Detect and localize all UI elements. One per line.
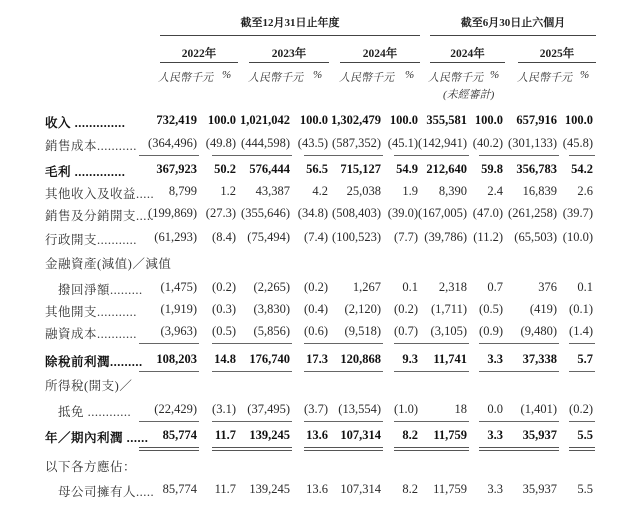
percent-cell: (11.2) — [473, 230, 503, 244]
percent-cell: (0.9) — [479, 324, 503, 338]
percent-cell: (3.7) — [304, 402, 328, 416]
amount-cell: (75,494) — [247, 230, 290, 244]
amount-cell: (61,293) — [154, 230, 197, 244]
header-rule-h1 — [430, 35, 596, 36]
percent-cell: (0.3) — [212, 302, 236, 316]
percent-cell: 11.7 — [214, 482, 236, 496]
row-label: 所得稅(開支)／ — [45, 379, 133, 393]
percent-cell: (39.0) — [387, 206, 418, 220]
row-label: 毛利 .............. — [45, 165, 126, 179]
amount-cell: 355,581 — [426, 113, 467, 127]
year-rule — [340, 62, 420, 63]
amount-cell: (13,554) — [338, 402, 381, 416]
amount-cell: 212,640 — [426, 162, 467, 176]
percent-cell: (34.8) — [297, 206, 328, 220]
percent-cell: 0.7 — [487, 280, 503, 294]
row-label: 銷售成本........... — [45, 139, 137, 153]
single-underline — [323, 371, 383, 372]
percent-cell: 5.7 — [577, 352, 593, 366]
row-label: 以下各方應佔： — [45, 460, 137, 474]
year-rule — [160, 62, 238, 63]
percent-cell: (0.2) — [569, 402, 593, 416]
amount-cell: 657,916 — [516, 113, 557, 127]
percent-cell: 1.9 — [402, 184, 418, 198]
amount-cell: (22,429) — [154, 402, 197, 416]
amount-cell: (1,401) — [520, 402, 557, 416]
percent-cell: 59.8 — [481, 162, 503, 176]
percent-cell: 100.0 — [474, 113, 503, 127]
single-underline — [323, 155, 383, 156]
amount-cell: (100,523) — [332, 230, 381, 244]
row-label: 其他開支........... — [45, 305, 137, 319]
single-underline — [569, 343, 595, 344]
percent-cell: 2.4 — [487, 184, 503, 198]
amount-cell: (419) — [529, 302, 557, 316]
unit-pct: % — [580, 69, 590, 81]
amount-cell: (355,646) — [241, 206, 290, 220]
amount-cell: 576,444 — [249, 162, 290, 176]
amount-cell: (3,830) — [253, 302, 290, 316]
amount-cell: 367,923 — [156, 162, 197, 176]
amount-cell: 1,267 — [352, 280, 381, 294]
year-rule — [249, 62, 329, 63]
single-underline — [139, 421, 199, 422]
percent-cell: (0.4) — [304, 302, 328, 316]
single-underline — [409, 343, 469, 344]
row-label: 撥回淨額......... — [58, 283, 143, 297]
year-2022: 2022年 — [181, 48, 217, 60]
unit-amount: 人民幣千元 — [158, 72, 213, 84]
amount-cell: 11,759 — [433, 428, 467, 442]
single-underline — [499, 421, 559, 422]
amount-cell: 85,774 — [162, 428, 197, 442]
single-underline — [139, 343, 199, 344]
amount-cell: 376 — [538, 280, 557, 294]
unit-pct: % — [405, 69, 415, 81]
amount-cell: 107,314 — [340, 428, 381, 442]
single-underline — [569, 155, 595, 156]
amount-cell: (142,941) — [418, 136, 467, 150]
percent-cell: (45.8) — [562, 136, 593, 150]
row-label: 銷售及分銷開支..... — [45, 209, 155, 223]
single-underline — [409, 421, 469, 422]
percent-cell: (39.7) — [562, 206, 593, 220]
percent-cell: 100.0 — [207, 113, 236, 127]
header-six-months-group: 截至6月30日止六個月 — [460, 17, 566, 29]
single-underline — [139, 155, 199, 156]
percent-cell: 13.6 — [306, 482, 328, 496]
single-underline — [232, 155, 292, 156]
percent-cell: 56.5 — [306, 162, 328, 176]
row-label: 年／期內利潤 ...... — [45, 431, 149, 445]
percent-cell: 54.9 — [396, 162, 418, 176]
unit-amount: 人民幣千元 — [428, 72, 483, 84]
percent-cell: 54.2 — [571, 162, 593, 176]
percent-cell: (45.1) — [387, 136, 418, 150]
year-2024: 2024年 — [362, 48, 398, 60]
double-underline — [232, 447, 292, 451]
percent-cell: (7.7) — [394, 230, 418, 244]
amount-cell: 35,937 — [522, 428, 557, 442]
amount-cell: 1,302,479 — [331, 113, 381, 127]
unaudited-note: (未經審計) — [443, 89, 495, 101]
single-underline — [232, 343, 292, 344]
percent-cell: 0.0 — [487, 402, 503, 416]
percent-cell: (0.1) — [569, 302, 593, 316]
double-underline — [139, 447, 199, 451]
single-underline — [139, 371, 199, 372]
double-underline — [409, 447, 469, 451]
year-2023: 2023年 — [271, 48, 307, 60]
percent-cell: 4.2 — [312, 184, 328, 198]
percent-cell: 8.2 — [402, 428, 418, 442]
percent-cell: 50.2 — [214, 162, 236, 176]
row-label: 融資成本........... — [45, 327, 137, 341]
year-rule — [430, 62, 505, 63]
percent-cell: 8.2 — [402, 482, 418, 496]
unit-pct: % — [222, 69, 232, 81]
amount-cell: (1,475) — [160, 280, 197, 294]
amount-cell: 1,021,042 — [240, 113, 290, 127]
amount-cell: (1,711) — [431, 302, 467, 316]
amount-cell: (5,856) — [253, 324, 290, 338]
percent-cell: 3.3 — [487, 428, 503, 442]
percent-cell: (0.7) — [394, 324, 418, 338]
amount-cell: 43,387 — [255, 184, 290, 198]
year-h1-2024: 2024年 — [450, 48, 485, 60]
single-underline — [323, 421, 383, 422]
amount-cell: 139,245 — [249, 428, 290, 442]
single-underline — [569, 371, 595, 372]
percent-cell: (10.0) — [562, 230, 593, 244]
amount-cell: (3,963) — [160, 324, 197, 338]
percent-cell: (3.1) — [212, 402, 236, 416]
header-rule-fy — [160, 35, 420, 36]
amount-cell: 37,338 — [522, 352, 557, 366]
amount-cell: (2,265) — [253, 280, 290, 294]
percent-cell: 9.3 — [402, 352, 418, 366]
amount-cell: (587,352) — [332, 136, 381, 150]
single-underline — [499, 371, 559, 372]
amount-cell: 2,318 — [438, 280, 467, 294]
double-underline — [569, 447, 595, 451]
single-underline — [499, 155, 559, 156]
percent-cell: 100.0 — [299, 113, 328, 127]
unit-amount: 人民幣千元 — [248, 72, 303, 84]
amount-cell: 25,038 — [346, 184, 381, 198]
percent-cell: 1.2 — [220, 184, 236, 198]
unit-pct: % — [313, 69, 323, 81]
percent-cell: 3.3 — [487, 352, 503, 366]
amount-cell: 8,799 — [168, 184, 197, 198]
percent-cell: (0.5) — [479, 302, 503, 316]
percent-cell: 5.5 — [577, 482, 593, 496]
amount-cell: (9,480) — [520, 324, 557, 338]
percent-cell: (0.2) — [394, 302, 418, 316]
percent-cell: (0.5) — [212, 324, 236, 338]
amount-cell: (3,105) — [430, 324, 467, 338]
header-fiscal-year-group: 截至12月31日止年度 — [240, 17, 340, 29]
percent-cell: 17.3 — [306, 352, 328, 366]
percent-cell: 3.3 — [487, 482, 503, 496]
unit-amount: 人民幣千元 — [339, 72, 394, 84]
single-underline — [499, 343, 559, 344]
amount-cell: 35,937 — [522, 482, 557, 496]
percent-cell: (0.6) — [304, 324, 328, 338]
row-label: 除稅前利潤......... — [45, 355, 143, 369]
percent-cell: (0.2) — [212, 280, 236, 294]
row-label: 行政開支........... — [45, 233, 137, 247]
percent-cell: 5.5 — [577, 428, 593, 442]
amount-cell: 85,774 — [162, 482, 197, 496]
row-label: 其他收入及收益..... — [45, 187, 155, 201]
percent-cell: (40.2) — [472, 136, 503, 150]
year-rule — [518, 62, 596, 63]
row-label: 金融資產(減值)／減值 — [45, 257, 172, 271]
amount-cell: 11,741 — [433, 352, 467, 366]
amount-cell: 732,419 — [156, 113, 197, 127]
single-underline — [232, 421, 292, 422]
percent-cell: (47.0) — [472, 206, 503, 220]
double-underline — [499, 447, 559, 451]
percent-cell: (1.4) — [569, 324, 593, 338]
unit-pct: % — [490, 69, 500, 81]
single-underline — [569, 421, 595, 422]
amount-cell: 16,839 — [522, 184, 557, 198]
amount-cell: 8,390 — [438, 184, 467, 198]
amount-cell: (39,786) — [424, 230, 467, 244]
amount-cell: (301,133) — [508, 136, 557, 150]
amount-cell: 139,245 — [249, 482, 290, 496]
amount-cell: (2,120) — [344, 302, 381, 316]
amount-cell: (1,919) — [160, 302, 197, 316]
percent-cell: (49.8) — [205, 136, 236, 150]
amount-cell: 11,759 — [433, 482, 467, 496]
percent-cell: 2.6 — [577, 184, 593, 198]
percent-cell: 13.6 — [306, 428, 328, 442]
amount-cell: 108,203 — [156, 352, 197, 366]
amount-cell: (364,496) — [148, 136, 197, 150]
amount-cell: 356,783 — [516, 162, 557, 176]
amount-cell: 715,127 — [340, 162, 381, 176]
double-underline — [323, 447, 383, 451]
amount-cell: (199,869) — [148, 206, 197, 220]
percent-cell: (27.3) — [205, 206, 236, 220]
amount-cell: 120,868 — [340, 352, 381, 366]
amount-cell: (261,258) — [508, 206, 557, 220]
unit-amount: 人民幣千元 — [517, 72, 572, 84]
amount-cell: 176,740 — [249, 352, 290, 366]
row-label: 抵免 ............ — [58, 405, 132, 419]
single-underline — [232, 371, 292, 372]
amount-cell: 18 — [454, 402, 467, 416]
row-label: 收入 .............. — [45, 116, 126, 130]
percent-cell: 11.7 — [214, 428, 236, 442]
percent-cell: 100.0 — [564, 113, 593, 127]
amount-cell: (37,495) — [247, 402, 290, 416]
amount-cell: (444,598) — [241, 136, 290, 150]
percent-cell: (7.4) — [304, 230, 328, 244]
percent-cell: 14.8 — [214, 352, 236, 366]
amount-cell: (9,518) — [344, 324, 381, 338]
percent-cell: (8.4) — [212, 230, 236, 244]
year-h1-2025: 2025年 — [539, 48, 575, 60]
amount-cell: 107,314 — [340, 482, 381, 496]
percent-cell: 100.0 — [389, 113, 418, 127]
percent-cell: (0.2) — [304, 280, 328, 294]
amount-cell: (65,503) — [514, 230, 557, 244]
single-underline — [409, 155, 469, 156]
percent-cell: (43.5) — [297, 136, 328, 150]
percent-cell: 0.1 — [577, 280, 593, 294]
single-underline — [323, 343, 383, 344]
amount-cell: (508,403) — [332, 206, 381, 220]
amount-cell: (167,005) — [418, 206, 467, 220]
percent-cell: (1.0) — [394, 402, 418, 416]
row-label: 母公司擁有人..... — [58, 485, 155, 499]
percent-cell: 0.1 — [402, 280, 418, 294]
single-underline — [409, 371, 469, 372]
